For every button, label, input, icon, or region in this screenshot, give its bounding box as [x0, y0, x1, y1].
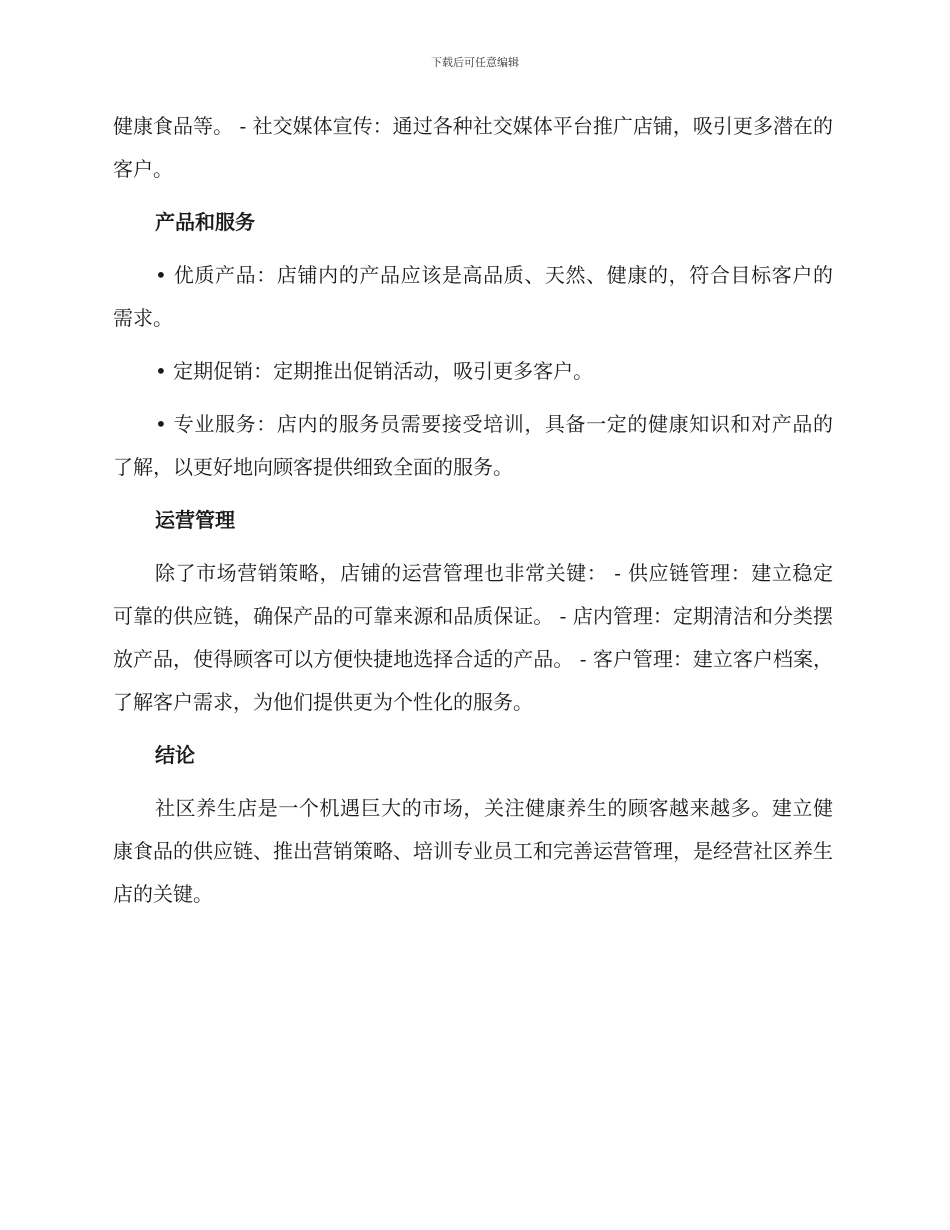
page-header-note: 下载后可任意编辑: [431, 56, 519, 69]
list-item-professional-service: • 专业服务：店内的服务员需要接受培训，具备一定的健康知识和对产品的了解，以更好地向顾客提供细致全面的服务。: [113, 412, 833, 479]
paragraph-operations: 除了市场营销策略，店铺的运营管理也非常关键： - 供应链管理：建立稳定可靠的供应链，确保产品的可靠来源和品质保证。 - 店内管理：定期清洁和分类摆放产品，使得顾客可以方便快捷地选择合适的产品。 - 客户管理：建立客户档案，了解客户需求，为他们提供更为个性化的服务。: [113, 561, 833, 714]
document-body: [113, 105, 833, 926]
paragraph-conclusion: 社区养生店是一个机遇巨大的市场，关注健康养生的顾客越来越多。建立健康食品的供应链、推出营销策略、培训专业员工和完善运营管理，是经营社区养生店的关键。: [113, 796, 833, 906]
list-item-quality-products: • 优质产品：店铺内的产品应该是高品质、天然、健康的，符合目标客户的需求。: [113, 263, 833, 330]
paragraph-marketing-continued: 健康食品等。 - 社交媒体宣传：通过各种社交媒体平台推广店铺，吸引更多潜在的客户。: [113, 114, 833, 181]
section-heading-products-services: 产品和服务: [155, 210, 255, 234]
section-heading-operations: 运营管理: [155, 508, 235, 532]
section-heading-conclusion: 结论: [155, 743, 195, 767]
list-item-regular-promotions: • 定期促销：定期推出促销活动，吸引更多客户。: [155, 359, 594, 383]
